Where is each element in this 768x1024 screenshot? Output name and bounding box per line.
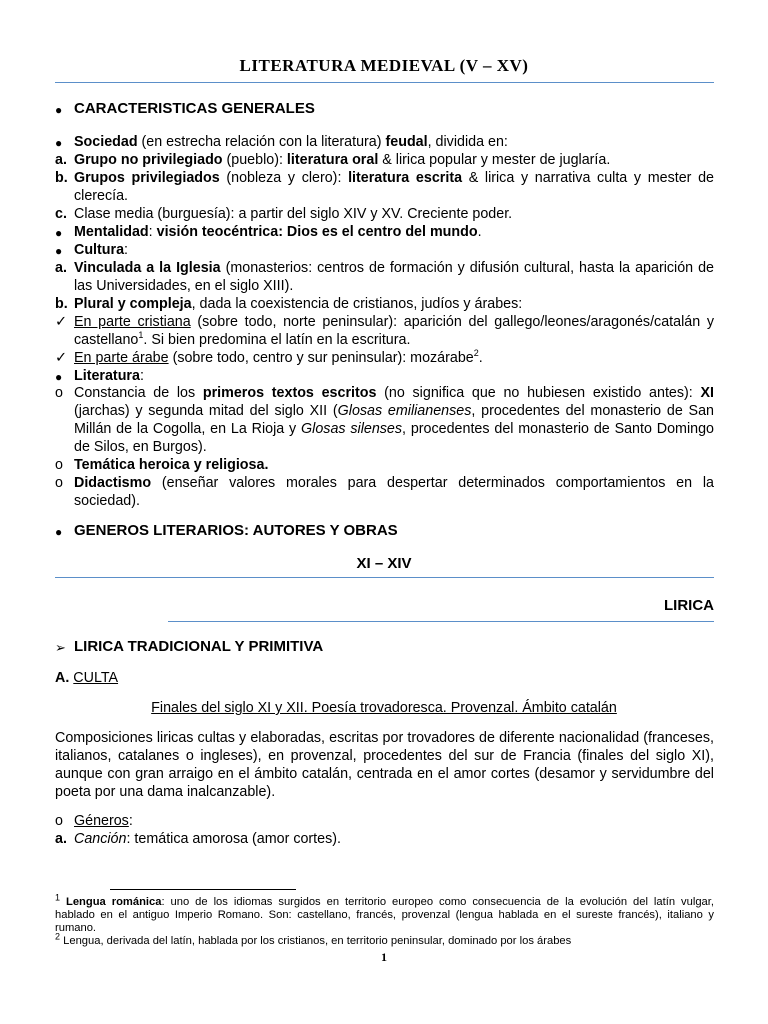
footnote-separator bbox=[110, 889, 296, 890]
section-heading-genres: GENEROS LITERARIOS: AUTORES Y OBRAS bbox=[74, 522, 398, 539]
list-item: Mentalidad: visión teocéntrica: Dios es el centro del mundo. bbox=[74, 224, 482, 240]
list-item-continuation: clerecía. bbox=[74, 188, 129, 204]
list-marker-b: b. bbox=[55, 170, 68, 186]
list-item: Didactismo (enseñar valores morales para despertar determinados comportamientos en la bbox=[74, 475, 714, 491]
footnote-ref-2: 2 bbox=[473, 348, 479, 359]
list-item: Grupo no privilegiado (pueblo): literatura oral & lirica popular y mester de juglaría. bbox=[74, 152, 611, 168]
bullet-marker: ● bbox=[55, 525, 63, 539]
circle-marker: o bbox=[55, 385, 63, 401]
list-item: En parte árabe (sobre todo, centro y sur peninsular): mozárabe$^2$. bbox=[74, 348, 483, 366]
list-item: Sociedad (en estrecha relación con la literatura) feudal, dividida en: bbox=[74, 134, 508, 150]
bullet-marker: ● bbox=[55, 370, 63, 384]
list-item: Vinculada a la Iglesia (monasterios: centros de formación y difusión cultural, hasta la aparición de bbox=[74, 260, 714, 276]
page-title: LITERATURA MEDIEVAL (V – XV) bbox=[239, 56, 529, 75]
subsection-heading: LIRICA TRADICIONAL Y PRIMITIVA bbox=[74, 638, 324, 655]
list-item: Canción: temática amorosa (amor cortes). bbox=[74, 831, 341, 847]
footnote-1-continuation: rumano. bbox=[55, 922, 97, 934]
circle-marker: o bbox=[55, 813, 63, 829]
section-heading-general: CARACTERISTICAS GENERALES bbox=[74, 100, 315, 117]
list-marker-a: a. bbox=[55, 152, 67, 168]
arrow-marker: ➢ bbox=[55, 640, 66, 655]
bullet-marker: ● bbox=[55, 103, 63, 117]
footnote-1: $^1$ Lengua románica: uno de los idiomas surgidos en territorio europeo como consecuencia de la evolución del latín vulgar, bbox=[55, 892, 714, 908]
list-item: Géneros: bbox=[74, 813, 133, 829]
list-item-continuation: sociedad). bbox=[74, 493, 140, 509]
list-item: Literatura: bbox=[74, 368, 144, 384]
check-marker: ✓ bbox=[55, 314, 67, 330]
list-item-continuation: castellano$^1$. Si bien predomina el latín en la escritura. bbox=[74, 330, 411, 348]
paragraph-line: poeta por una dama inalcanzable). bbox=[55, 784, 276, 800]
period-heading: XI – XIV bbox=[356, 555, 412, 572]
bullet-marker: ● bbox=[55, 244, 63, 258]
culta-subtitle: Finales del siglo XI y XII. Poesía trovadoresca. Provenzal. Ámbito catalán bbox=[151, 700, 617, 716]
list-item-continuation: las Universidades, en el siglo XIII). bbox=[74, 278, 294, 294]
bullet-marker: ● bbox=[55, 226, 63, 240]
list-item: En parte cristiana (sobre todo, norte peninsular): aparición del gallego/leones/aragonés/catalán y bbox=[74, 314, 714, 330]
bullet-marker: ● bbox=[55, 136, 63, 150]
footnote-2: $^2$ Lengua, derivada del latín, hablada por los cristianos, en territorio peninsular, dominado por los árabes bbox=[55, 931, 572, 947]
paragraph-line: aunque con gran arraigo en el ámbito catalán, centrada en el amor cortes (desamor y servidumbre del bbox=[55, 766, 714, 782]
paragraph-line: italianos, catalanes o ingleses), en provenzal, procedentes del sur de Francia (finales del siglo XI), bbox=[55, 748, 714, 764]
title-rule bbox=[55, 82, 714, 83]
paragraph-line: Composiciones liricas cultas y elaboradas, escritas por trovadores de diferente nacionalidad (franceses, bbox=[55, 730, 714, 746]
footnote-ref-1: 1 bbox=[138, 330, 144, 341]
circle-marker: o bbox=[55, 475, 63, 491]
page-number: 1 bbox=[381, 950, 387, 964]
list-item: Plural y compleja, dada la coexistencia de cristianos, judíos y árabes: bbox=[74, 296, 523, 312]
footnote-1-continuation: hablado en el antiguo Imperio Romano. Son: castellano, francés, provenzal (lengua hablada en el sureste francés), italiano y bbox=[55, 909, 714, 921]
list-item: Clase media (burguesía): a partir del siglo XIV y XV. Creciente poder. bbox=[74, 206, 513, 222]
list-item-continuation: Millán de la Cogolla, en La Rioja y Glosas silenses, procedentes del monasterio de Santo Domingo bbox=[74, 421, 714, 437]
list-marker-b: b. bbox=[55, 296, 68, 312]
list-item-continuation: (jarchas) y segunda mitad del siglo XII (Glosas emilianenses, procedentes del monasterio de San bbox=[74, 403, 715, 419]
list-item: Temática heroica y religiosa. bbox=[74, 457, 269, 473]
culta-heading: A. CULTA bbox=[55, 670, 119, 686]
circle-marker: o bbox=[55, 457, 63, 473]
list-marker-c: c. bbox=[55, 206, 67, 222]
lirica-rule bbox=[168, 621, 714, 622]
list-item: Constancia de los primeros textos escritos (no significa que no hubiesen existido antes): XI bbox=[74, 385, 714, 401]
list-marker-a: a. bbox=[55, 260, 67, 276]
list-item: Grupos privilegiados (nobleza y clero): literatura escrita & lirica y narrativa culta y mester de bbox=[74, 170, 714, 186]
check-marker: ✓ bbox=[55, 350, 67, 366]
list-item: Cultura: bbox=[74, 242, 129, 258]
list-item-continuation: de Silos, en Burgos). bbox=[74, 439, 207, 455]
lirica-heading: LIRICA bbox=[664, 597, 714, 614]
period-rule bbox=[55, 577, 714, 578]
list-marker-a: a. bbox=[55, 831, 67, 847]
